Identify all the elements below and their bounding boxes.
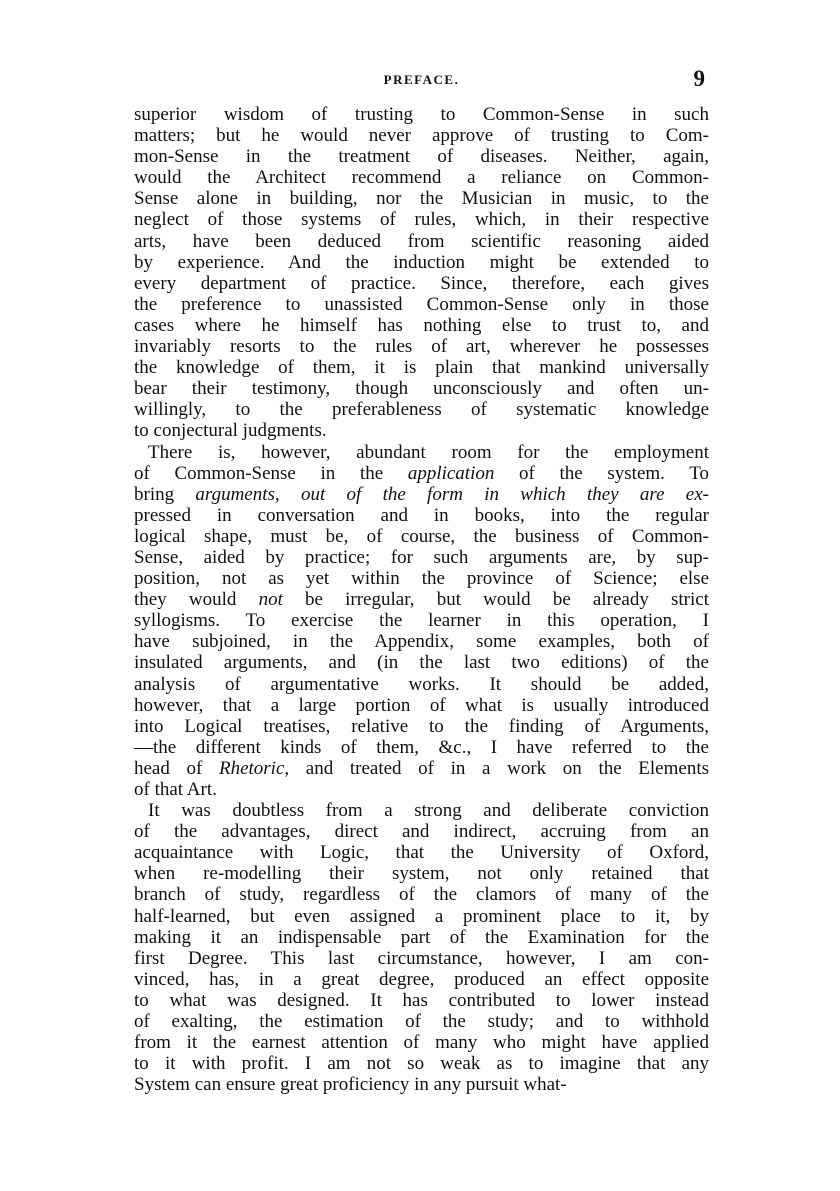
text-line	[134, 674, 709, 695]
text-segment: half-learned, but even assigned a prominent place to it, by	[134, 905, 709, 927]
text-line	[134, 969, 709, 990]
text-segment: bring	[134, 483, 175, 505]
text-segment: by experience. And the induction might be extended to	[134, 251, 709, 273]
text-line	[134, 505, 709, 526]
text-segment: to conjectural judgments.	[134, 420, 327, 442]
text-line	[134, 842, 709, 863]
text-line	[134, 1032, 709, 1053]
paragraph	[134, 104, 709, 442]
text-segment: position, not as yet within the province of Science; else	[134, 568, 709, 590]
text-line	[134, 906, 709, 927]
text-line	[134, 863, 709, 884]
text-line	[134, 758, 709, 779]
text-line	[134, 294, 709, 315]
text-segment: invariably resorts to the rules of art, wherever he possesses	[134, 336, 709, 358]
text-segment: they would	[134, 589, 259, 611]
text-line	[134, 568, 709, 589]
text-line	[134, 737, 709, 758]
text-segment: have subjoined, in the Appendix, some examples, both of	[134, 631, 709, 653]
text-segment: mon-Sense in the treatment of diseases. Neither, again,	[134, 146, 709, 168]
text-segment: every department of practice. Since, therefore, each gives	[134, 272, 709, 294]
italic-text: Rhetoric	[218, 757, 285, 779]
text-segment: into Logical treatises, relative to the finding of Arguments,	[134, 715, 709, 737]
text-segment: when re-modelling their system, not only retained that	[134, 863, 709, 885]
text-segment: vinced, has, in a great degree, produced an effect opposite	[134, 968, 709, 990]
text-line	[134, 610, 709, 631]
paragraph	[134, 800, 709, 1095]
text-line	[134, 484, 709, 505]
text-segment: , and treated of in a work on the Elements	[284, 757, 709, 779]
text-line	[134, 821, 709, 842]
text-segment: matters; but he would never approve of trusting to Com-	[134, 125, 709, 147]
text-segment: would the Architect recommend a reliance on Common-	[134, 167, 709, 189]
text-line	[134, 104, 709, 125]
text-line	[134, 948, 709, 969]
text-line	[134, 125, 709, 146]
text-line	[134, 652, 709, 673]
text-line	[134, 526, 709, 547]
text-segment: of the system. To	[494, 462, 709, 484]
text-line	[134, 357, 709, 378]
paragraph	[134, 442, 709, 801]
text-line	[134, 1053, 709, 1074]
text-segment: willingly, to the preferableness of systematic knowledge	[134, 399, 709, 421]
italic-text: application	[407, 462, 495, 484]
text-segment: the preference to unassisted Common-Sense only in those	[134, 293, 709, 315]
text-segment: Sense, aided by practice; for such arguments are, by sup-	[134, 546, 709, 568]
text-segment: of that Art.	[134, 779, 217, 800]
text-line	[134, 1011, 709, 1032]
text-segment: pressed in conversation and in books, into the regular	[134, 504, 709, 526]
text-segment: cases where he himself has nothing else to trust to, and	[134, 314, 709, 336]
text-segment: analysis of argumentative works. It should be added,	[134, 673, 709, 695]
text-line	[134, 631, 709, 652]
text-segment: branch of study, regardless of the clamors of many of the	[134, 884, 709, 906]
text-segment: of Common-Sense in the	[134, 462, 408, 484]
text-segment: superior wisdom of trusting to Common-Sense in such	[134, 104, 709, 125]
text-line	[134, 399, 709, 420]
text-segment: to what was designed. It has contributed to lower instead	[134, 989, 709, 1011]
text-segment: first Degree. This last circumstance, however, I am con-	[134, 947, 709, 969]
text-segment: syllogisms. To exercise the learner in this operation, I	[134, 610, 709, 632]
text-line	[134, 273, 709, 294]
text-line	[134, 167, 709, 188]
text-line	[134, 209, 709, 230]
text-segment: head of	[134, 757, 219, 779]
text-segment: to it with profit. I am not so weak as to imagine that any	[134, 1053, 709, 1075]
text-line	[134, 463, 709, 484]
text-segment: System can ensure great proficiency in any pursuit what-	[134, 1074, 567, 1096]
text-segment: of the advantages, direct and indirect, accruing from an	[134, 821, 709, 843]
text-segment: —the different kinds of them, &c., I have referred to the	[134, 736, 709, 758]
text-line	[134, 884, 709, 905]
text-line	[134, 990, 709, 1011]
text-line	[134, 927, 709, 948]
page-number: 9	[693, 66, 705, 91]
text-line	[134, 378, 709, 399]
text-segment: logical shape, must be, of course, the business of Common-	[134, 525, 709, 547]
text-line	[134, 716, 709, 737]
text-line	[134, 589, 709, 610]
text-segment: Sense alone in building, nor the Musician in music, to the	[134, 188, 709, 210]
text-segment: It was doubtless from a strong and deliberate conviction	[148, 800, 709, 822]
running-head-title: PREFACE.	[383, 72, 460, 87]
text-line	[134, 188, 709, 209]
text-segment: be irregular, but would be already strict	[282, 589, 709, 611]
body-text	[134, 104, 709, 1095]
text-segment: the knowledge of them, it is plain that mankind universally	[134, 357, 709, 379]
text-segment: acquaintance with Logic, that the University of Oxford,	[134, 842, 709, 864]
text-line	[134, 336, 709, 357]
text-segment: however, that a large portion of what is usually introduced	[134, 694, 709, 716]
text-segment: making it an indispensable part of the Examination for the	[134, 926, 709, 948]
text-line	[134, 800, 709, 821]
text-segment: neglect of those systems of rules, which, in their respective	[134, 209, 709, 231]
text-line	[134, 695, 709, 716]
text-line	[134, 231, 709, 252]
text-line	[134, 252, 709, 273]
text-segment: of exalting, the estimation of the study; and to withhold	[134, 1011, 709, 1033]
text-segment: arts, have been deduced from scientific reasoning aided	[134, 230, 709, 252]
text-line	[134, 442, 709, 463]
running-head	[134, 66, 709, 94]
text-line	[134, 1074, 709, 1095]
text-line	[134, 547, 709, 568]
text-line	[134, 779, 709, 800]
text-segment: insulated arguments, and (in the last two editions) of the	[134, 652, 709, 674]
text-line	[134, 146, 709, 167]
italic-text: not	[258, 589, 283, 611]
text-segment: from it the earnest attention of many who might have applied	[134, 1032, 709, 1054]
text-segment: There is, however, abundant room for the employment	[148, 441, 709, 463]
italic-text: arguments, out of the form in which they are ex-	[174, 483, 709, 505]
text-line	[134, 420, 709, 441]
text-line	[134, 315, 709, 336]
text-segment: bear their testimony, though unconsciously and often un-	[134, 378, 709, 400]
